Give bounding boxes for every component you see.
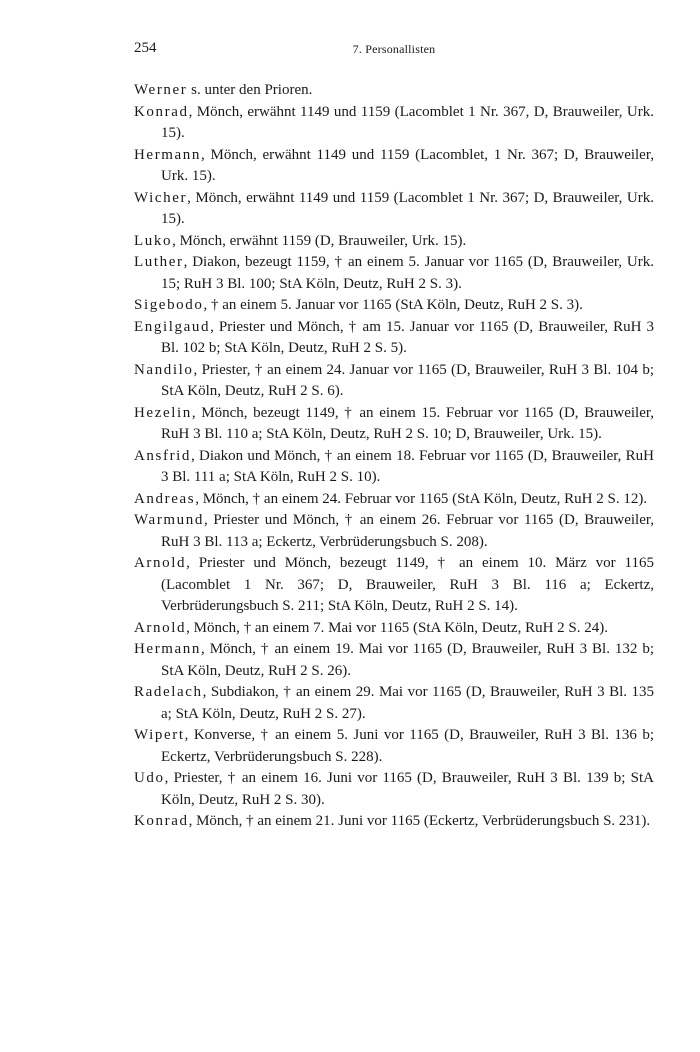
list-item [134, 768, 654, 811]
page-header [134, 40, 654, 62]
list-item [134, 231, 654, 253]
entry-name: Arnold [134, 619, 187, 636]
entry-text: , Konverse, † an einem 5. Juni vor 1165 (D, Brauweiler, RuH 3 Bl. 136 b; Eckertz, Verbrüderungsbuch S. 228). [161, 727, 654, 765]
entry-text: , Mönch, erwähnt 1159 (D, Brauweiler, Urk. 15). [172, 232, 467, 249]
list-item [134, 510, 654, 553]
page-number: 254 [134, 40, 157, 56]
list-item [134, 188, 654, 231]
entry-text: , † an einem 5. Januar vor 1165 (StA Köln, Deutz, RuH 2 S. 3). [203, 297, 583, 313]
entry-text: , Mönch, † an einem 7. Mai vor 1165 (StA Köln, Deutz, RuH 2 S. 24). [186, 619, 609, 636]
entry-name: Radelach [134, 684, 203, 700]
entry-name: Arnold [134, 555, 187, 571]
list-item [134, 489, 654, 511]
running-head: 7. Personallisten [352, 42, 436, 56]
entry-name: Luther [134, 254, 184, 270]
entry-text: , Priester, † an einem 16. Juni vor 1165 (D, Brauweiler, RuH 3 Bl. 139 b; StA Köln, Deutz, RuH 2 S. 30). [161, 770, 654, 808]
list-item [134, 102, 654, 145]
list-item [134, 682, 654, 725]
entry-name: Wicher [134, 189, 188, 206]
entry-name: Luko [134, 232, 173, 249]
entry-name: Nandilo [134, 361, 194, 378]
list-item [134, 403, 654, 446]
entry-text: , Priester und Mönch, † am 15. Januar vor 1165 (D, Brauweiler, RuH 3 Bl. 102 b; StA Köln, Deutz, RuH 2 S. 5). [161, 318, 654, 356]
entry-name: Andreas [134, 490, 196, 507]
list-item [134, 80, 654, 102]
entry-text: , Diakon, bezeugt 1159, † an einem 5. Januar vor 1165 (D, Brauweiler, Urk. 15; RuH 3 Bl. 100; StA Köln, Deutz, RuH 2 S. 3). [161, 254, 654, 292]
list-item [134, 295, 654, 317]
entry-text: , Subdiakon, † an einem 29. Mai vor 1165 (D, Brauweiler, RuH 3 Bl. 135 a; StA Köln, Deutz, RuH 2 S. 27). [161, 684, 654, 722]
entry-text: , Priester und Mönch, † an einem 26. Februar vor 1165 (D, Brauweiler, RuH 3 Bl. 113 a; Eckertz, Verbrüderungsbuch S. 208). [161, 512, 654, 550]
entry-name: Sigebodo [134, 297, 204, 313]
entry-name: Hermann [134, 641, 202, 657]
entry-text: , Priester, † an einem 24. Januar vor 1165 (D, Brauweiler, RuH 3 Bl. 104 b; StA Köln, Deutz, RuH 2 S. 6). [161, 361, 654, 399]
entry-name: Hezelin [134, 404, 192, 421]
list-item [134, 725, 654, 768]
entry-text: , Priester und Mönch, bezeugt 1149, † an einem 10. März vor 1165 (Lacomblet 1 Nr. 367; D, Brauweiler, RuH 3 Bl. 116 a; Eckertz, Verbrüderungsbuch S. 211; StA Köln, Deutz, RuH 2 S. 14). [161, 555, 654, 614]
entry-text: , Mönch, † an einem 24. Februar vor 1165 (StA Köln, Deutz, RuH 2 S. 12). [195, 490, 648, 507]
entry-name: Hermann [134, 146, 202, 163]
list-item [134, 360, 654, 403]
entry-name: Warmund [134, 512, 204, 528]
personnel-list [134, 80, 654, 833]
entry-text: , Mönch, † an einem 21. Juni vor 1165 (Eckertz, Verbrüderungsbuch S. 231). [188, 813, 651, 829]
entry-name: Konrad [134, 813, 189, 829]
entry-text: , Mönch, erwähnt 1149 und 1159 (Lacomblet 1 Nr. 367, D, Brauweiler, Urk. 15). [161, 103, 654, 141]
entry-name: Konrad [134, 103, 189, 120]
list-item [134, 553, 654, 618]
list-item [134, 446, 654, 489]
entry-text: , Diakon und Mönch, † an einem 18. Februar vor 1165 (D, Brauweiler, RuH 3 Bl. 111 a; StA Köln, RuH 2 S. 10). [161, 447, 654, 485]
entry-name: Wipert [134, 727, 185, 743]
entry-name: Ansfrid [134, 447, 192, 464]
entry-name: Engilgaud [134, 318, 211, 335]
list-item [134, 317, 654, 360]
entry-text: , Mönch, † an einem 19. Mai vor 1165 (D, Brauweiler, RuH 3 Bl. 132 b; StA Köln, Deutz, RuH 2 S. 26). [161, 641, 654, 679]
list-item [134, 618, 654, 640]
list-item [134, 252, 654, 295]
entry-name: Udo [134, 770, 165, 786]
entry-text: , Mönch, erwähnt 1149 und 1159 (Lacomblet, 1 Nr. 367; D, Brauweiler, Urk. 15). [161, 146, 654, 184]
list-item [134, 811, 654, 833]
entry-name: Werner [134, 82, 188, 98]
entry-text: , Mönch, erwähnt 1149 und 1159 (Lacomblet 1 Nr. 367; D, Brauweiler, Urk. 15). [161, 189, 654, 227]
entry-text: , Mönch, bezeugt 1149, † an einem 15. Februar vor 1165 (D, Brauweiler, RuH 3 Bl. 110 a; StA Köln, Deutz, RuH 2 S. 10; D, Brauweiler, Urk. 15). [161, 404, 654, 442]
list-item [134, 639, 654, 682]
list-item [134, 145, 654, 188]
entry-text: s. unter den Prioren. [187, 82, 313, 98]
